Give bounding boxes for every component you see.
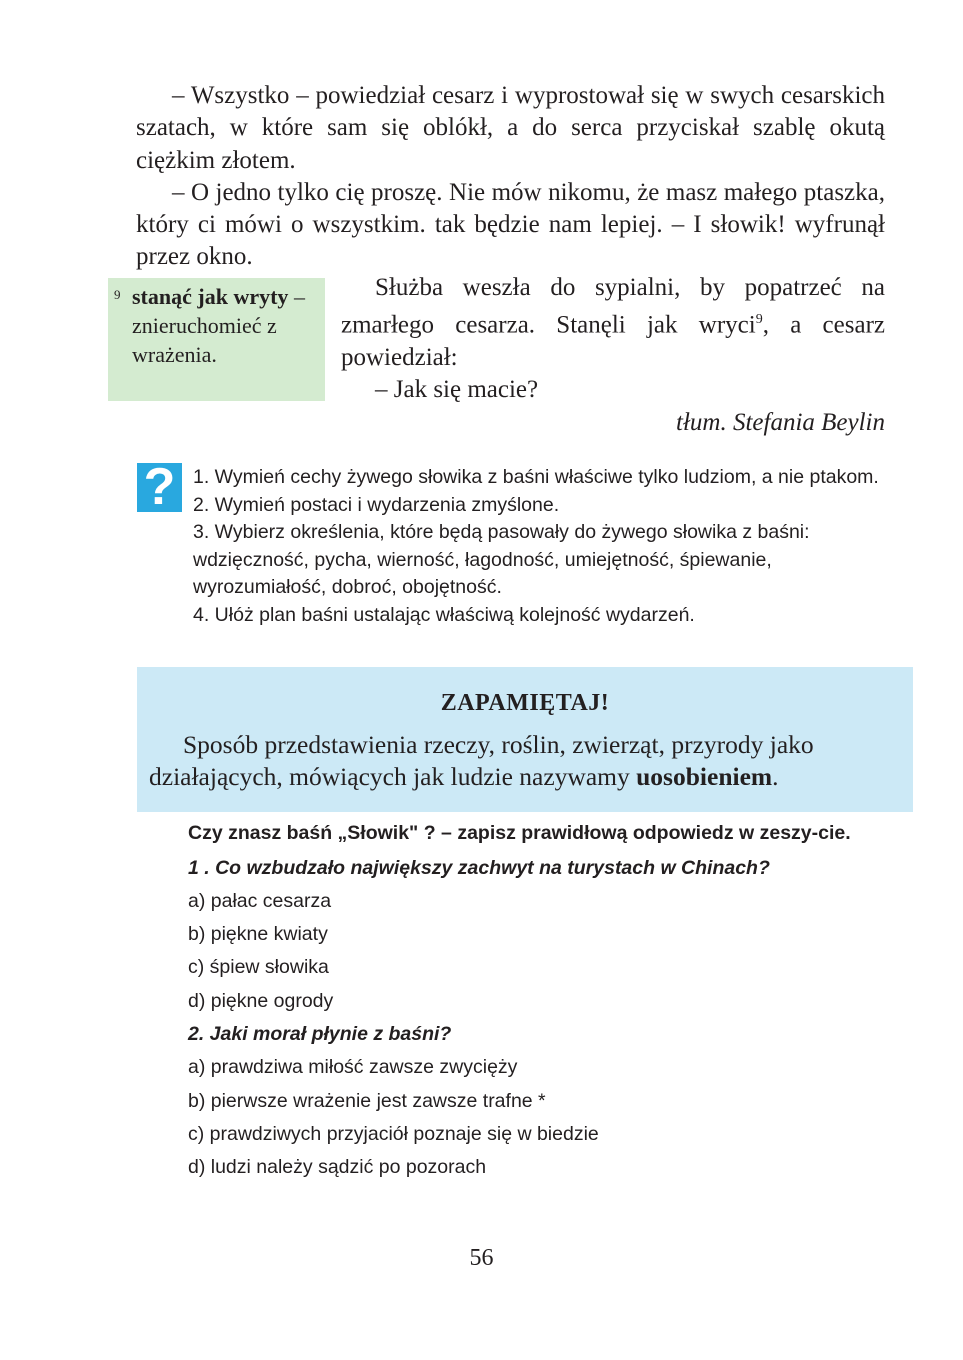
quiz-section: [188, 820, 878, 1184]
story-paragraph-4: – Jak się macie?: [375, 376, 539, 404]
quiz-option: a) pałac cesarza: [188, 889, 332, 912]
quiz-intro: Czy znasz baśń „Słowik" ? – zapisz prawidłową odpowiedz w zeszy-cie.: [188, 822, 851, 844]
remember-text-end: .: [772, 762, 779, 791]
story-paragraph-3-end: , a cesarz powiedział:: [341, 311, 885, 371]
remember-text-main: Sposób przedstawienia rzeczy, roślin, zwierząt, przyrody jako działających, mówiących jak ludzie nazywamy: [149, 730, 814, 791]
task-item: 1. Wymień cechy żywego słowika z baśni właściwe tylko ludziom, a nie ptakom.: [193, 466, 879, 488]
task-item: 4. Ułóż plan baśni ustalając właściwą kolejność wydarzeń.: [193, 603, 695, 626]
remember-box: [137, 667, 913, 812]
footnote-definition: – znieruchomieć z wrażenia.: [132, 284, 305, 367]
quiz-option: b) pierwsze wrażenie jest zawsze trafne *: [188, 1089, 546, 1112]
translator-credit: tłum. Stefania Beylin: [676, 408, 885, 436]
remember-keyword: uosobieniem: [636, 762, 773, 791]
quiz-option: b) piękne kwiaty: [188, 923, 328, 946]
footnote-number: 9: [114, 287, 121, 302]
story-text-continued: [341, 272, 885, 439]
quiz-option: a) prawdziwa miłość zawsze zwycięży: [188, 1056, 518, 1079]
page-number: 56: [469, 1245, 494, 1271]
question-mark-icon: ?: [137, 463, 182, 512]
tasks-list: [193, 464, 893, 629]
task-item: 3. Wybierz określenia, które będą pasowały do żywego słowika z baśni: wdzięczność, pycha, wierność, łagodność, umiejętność, śpiewanie, wyrozumiałość, dobroć, obojętność.: [193, 521, 810, 598]
footnote-box: [108, 278, 325, 401]
quiz-question-1: 1 . Co wzbudzało największy zachwyt na turystach w Chinach?: [188, 856, 770, 879]
story-paragraph-2: – O jedno tylko cię proszę. Nie mów nikomu, że masz małego ptaszka, który ci mówi o wszystkim. tak będzie nam lepiej. – I słowik! wyfrunął przez okno.: [136, 178, 885, 271]
story-paragraph-3: [341, 272, 885, 374]
remember-text: [149, 729, 901, 793]
remember-title: ZAPAMIĘTAJ!: [440, 690, 610, 716]
quiz-option: d) ludzi należy sądzić po pozorach: [188, 1156, 487, 1179]
quiz-question-2: 2. Jaki morał płynie z baśni?: [188, 1022, 452, 1045]
story-paragraph-1: – Wszystko – powiedział cesarz i wyprostował się w swych cesarskich szatach, w które sam się oblókł, a do serca przyciskał szablę okutą ciężkim złotem.: [136, 82, 885, 174]
footnote-term: stanąć jak wryty: [132, 284, 289, 309]
story-paragraph-3-text: Służba weszła do sypialni, by popatrzeć na zmarłego cesarza. Stanęli jak wryci: [341, 274, 885, 339]
task-item: 2. Wymień postaci i wydarzenia zmyślone.: [193, 493, 560, 516]
story-text: [136, 80, 885, 274]
quiz-option: c) prawdziwych przyjaciół poznaje się w biedzie: [188, 1122, 599, 1145]
quiz-option: c) śpiew słowika: [188, 956, 329, 979]
footnote-reference: 9: [755, 312, 763, 328]
quiz-option: d) piękne ogrody: [188, 989, 334, 1012]
